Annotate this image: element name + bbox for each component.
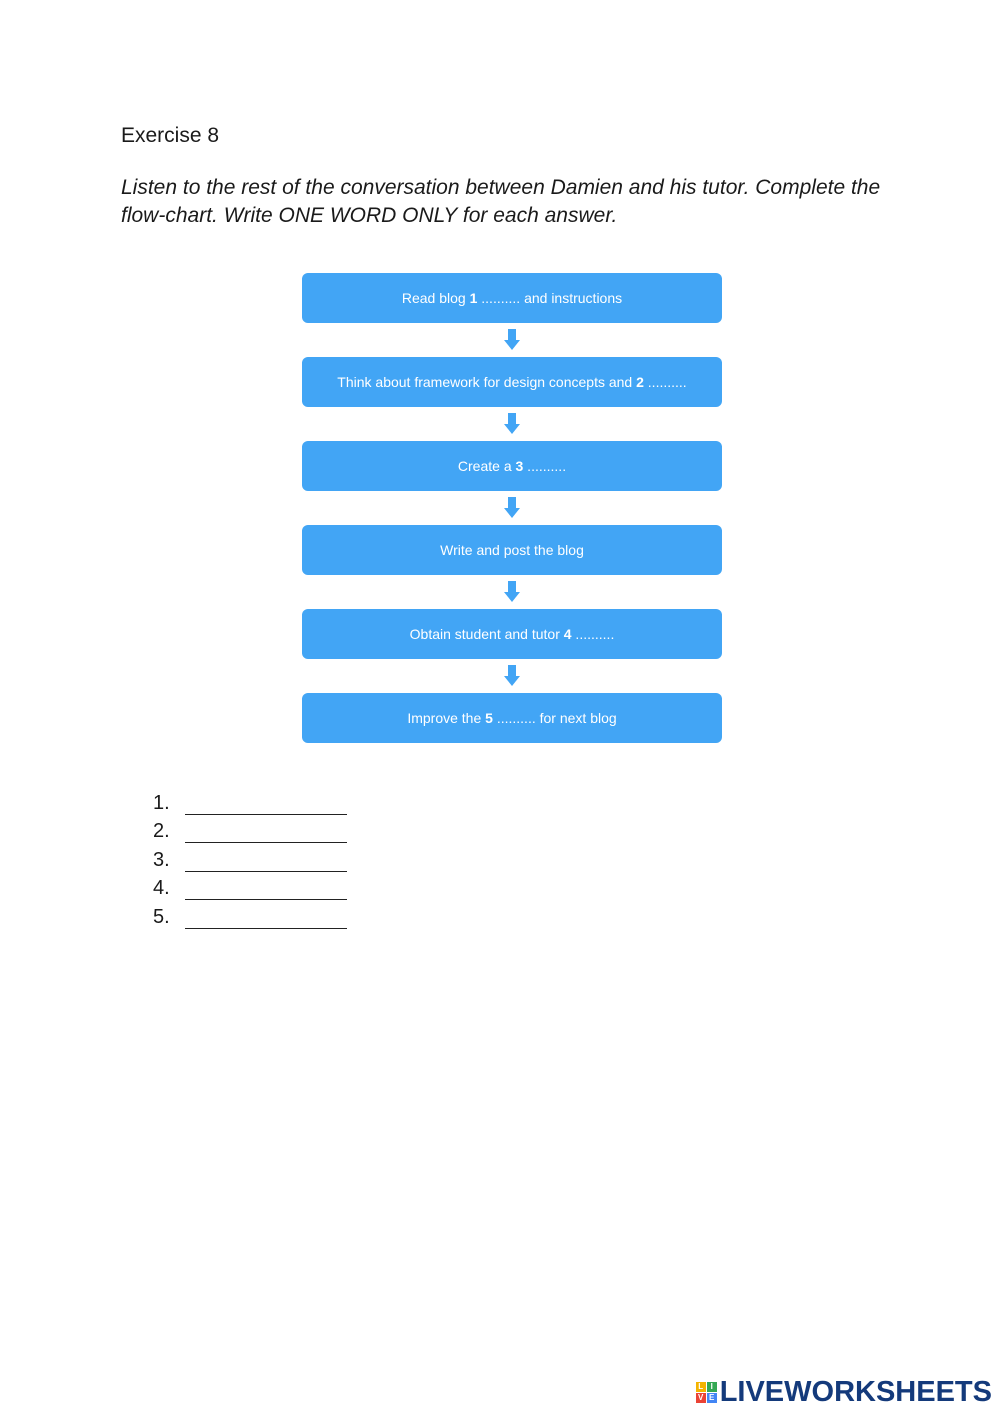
flow-step-5 (302, 609, 722, 659)
exercise-title: Exercise 8 (121, 124, 220, 147)
answer-number: 3. (153, 848, 170, 871)
arrow-down-icon (503, 413, 521, 435)
answer-number: 4. (153, 877, 170, 899)
arrow-down-icon (503, 665, 521, 687)
answer-blank-2[interactable] (185, 822, 347, 843)
flow-step-text: .......... for next blog (492, 710, 617, 726)
flow-step-text: .......... (523, 458, 567, 474)
flow-step-number: 2 (636, 374, 644, 390)
answer-blank-1[interactable] (185, 794, 347, 815)
flow-step-text: Think about framework for design concepts and (337, 374, 637, 390)
flow-step-6 (302, 693, 722, 743)
answer-blank-5[interactable] (185, 908, 347, 929)
answer-item (153, 815, 347, 844)
exercise-instructions: Listen to the rest of the conversation between Damien and his tutor. Complete the flow-chart. Write ONE WORD ONLY for each answer. (121, 176, 881, 227)
flow-step-number: 1 (469, 290, 478, 306)
answer-item (153, 872, 347, 901)
flow-chart (302, 273, 722, 743)
answer-item (153, 900, 347, 929)
answer-item (153, 786, 347, 815)
brand-name: LIVEWORKSHEETS (719, 1376, 992, 1408)
flow-step-4 (302, 525, 722, 575)
arrow-down-icon (503, 329, 521, 351)
flow-step-text: .......... (571, 626, 615, 642)
flow-step-text: .......... (643, 374, 687, 390)
arrow-down-icon (503, 497, 521, 519)
flow-step-text: Obtain student and tutor (409, 626, 564, 642)
arrow-down-icon (503, 581, 521, 603)
answer-blank-3[interactable] (185, 851, 347, 872)
flow-step-3 (302, 441, 722, 491)
answer-list (153, 786, 347, 929)
flow-step-text: .......... and instructions (477, 290, 623, 306)
flow-step-number: 3 (515, 458, 524, 474)
flow-step-1 (302, 273, 722, 323)
flow-step-number: 5 (485, 710, 493, 726)
liveworksheets-logo-icon: L I V E (696, 1382, 717, 1403)
flow-step-number: 4 (563, 626, 572, 642)
flow-step-text: Improve the (407, 710, 486, 726)
answer-number: 5. (153, 905, 170, 928)
answer-number: 1. (153, 791, 170, 814)
answer-number: 2. (153, 820, 170, 842)
flow-step-2 (302, 357, 722, 407)
flow-step-text: Create a (457, 458, 516, 474)
liveworksheets-brand (696, 1376, 992, 1409)
flow-step-text: Read blog (401, 290, 470, 306)
answer-blank-4[interactable] (185, 879, 347, 900)
flow-step-text: Write and post the blog (440, 542, 584, 558)
answer-item (153, 843, 347, 872)
